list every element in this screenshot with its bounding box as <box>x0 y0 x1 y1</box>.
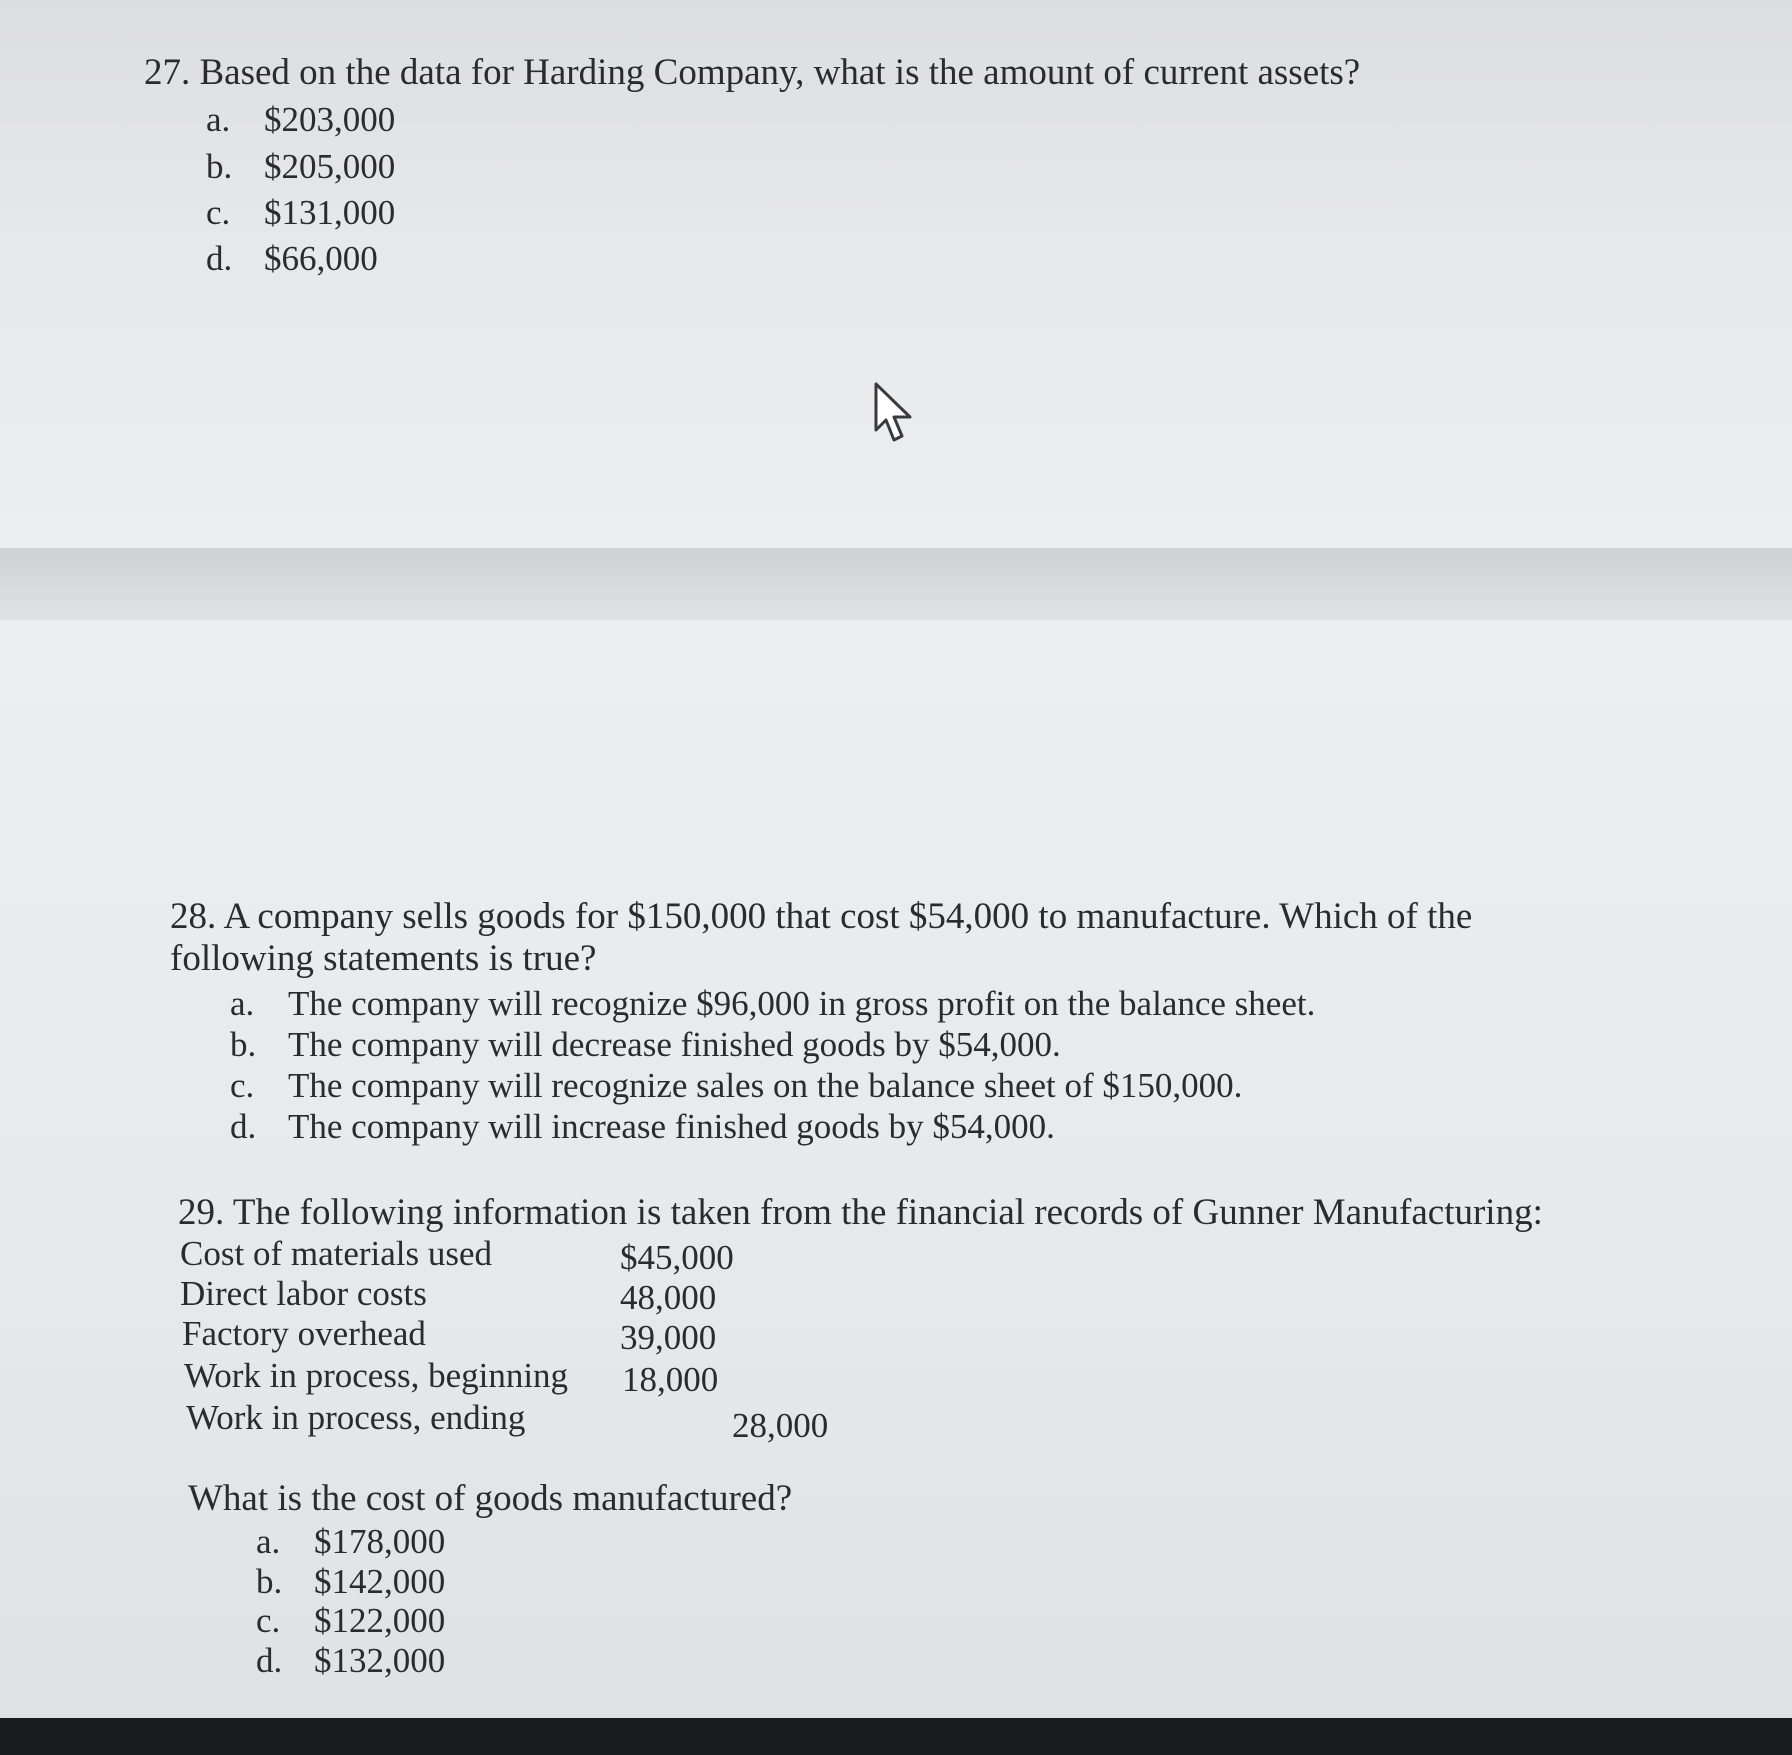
question-27-option-b[interactable] <box>206 147 395 187</box>
option-letter: d. <box>256 1641 283 1680</box>
option-text: $66,000 <box>264 239 378 278</box>
question-27-option-d[interactable] <box>206 239 378 279</box>
option-text: $178,000 <box>314 1522 446 1561</box>
option-letter: a. <box>230 984 255 1023</box>
question-27-option-c[interactable] <box>206 193 395 233</box>
option-text: The company will increase finished goods by $54,000. <box>288 1107 1055 1146</box>
data-row-label: Cost of materials used <box>180 1234 493 1273</box>
question-29-stem <box>178 1192 1543 1234</box>
question-27-stem <box>144 52 1360 94</box>
data-row-label: Factory overhead <box>182 1314 426 1353</box>
question-27-text: Based on the data for Harding Company, what is the amount of current assets? <box>199 52 1361 93</box>
data-row-value: 28,000 <box>732 1406 829 1445</box>
option-text: The company will decrease finished goods by $54,000. <box>288 1025 1061 1064</box>
question-28-stem-line2: following statements is true? <box>170 938 597 979</box>
question-28-stem-line1 <box>170 896 1472 938</box>
option-letter: b. <box>206 147 233 186</box>
question-29-option-a[interactable] <box>256 1522 445 1562</box>
question-29-option-d[interactable] <box>256 1641 445 1681</box>
option-text: The company will recognize sales on the balance sheet of $150,000. <box>288 1066 1243 1105</box>
option-text: $132,000 <box>314 1641 446 1680</box>
option-letter: c. <box>206 193 231 232</box>
page-break <box>0 548 1792 620</box>
data-row-value: 48,000 <box>620 1278 717 1317</box>
data-row-value: 18,000 <box>622 1360 719 1399</box>
option-letter: a. <box>256 1522 281 1561</box>
option-text: $205,000 <box>264 147 396 186</box>
option-letter: d. <box>206 239 233 278</box>
option-text: $203,000 <box>264 100 396 139</box>
option-text: The company will recognize $96,000 in gross profit on the balance sheet. <box>288 984 1316 1023</box>
option-letter: a. <box>206 100 231 139</box>
option-text: $122,000 <box>314 1601 446 1640</box>
data-row-label: Work in process, ending <box>186 1398 526 1437</box>
question-28-option-b[interactable] <box>230 1025 1061 1065</box>
option-text: $131,000 <box>264 193 396 232</box>
question-27-number: 27. <box>144 52 191 93</box>
question-28-option-d[interactable] <box>230 1107 1055 1147</box>
data-row-value: $45,000 <box>620 1238 734 1277</box>
option-text: $142,000 <box>314 1562 446 1601</box>
data-row-label: Direct labor costs <box>180 1274 427 1313</box>
option-letter: b. <box>230 1025 257 1064</box>
question-29-number: 29. <box>178 1192 225 1233</box>
monitor-bezel <box>0 1718 1792 1755</box>
mouse-cursor-icon <box>872 382 918 444</box>
question-28-text: A company sells goods for $150,000 that cost $54,000 to manufacture. Which of the <box>223 896 1473 937</box>
option-letter: d. <box>230 1107 257 1146</box>
data-row-value: 39,000 <box>620 1318 717 1357</box>
question-28-number: 28. <box>170 896 217 937</box>
option-letter: c. <box>256 1601 281 1640</box>
question-29-text: The following information is taken from the financial records of Gunner Manufacturing: <box>232 1192 1543 1233</box>
data-row-label: Work in process, beginning <box>184 1356 569 1395</box>
question-27-option-a[interactable] <box>206 100 395 140</box>
question-28-option-a[interactable] <box>230 984 1315 1024</box>
question-29-subquestion: What is the cost of goods manufactured? <box>188 1478 793 1519</box>
question-29-option-b[interactable] <box>256 1562 445 1602</box>
question-28-option-c[interactable] <box>230 1066 1242 1106</box>
question-29-option-c[interactable] <box>256 1601 445 1641</box>
option-letter: b. <box>256 1562 283 1601</box>
option-letter: c. <box>230 1066 255 1105</box>
